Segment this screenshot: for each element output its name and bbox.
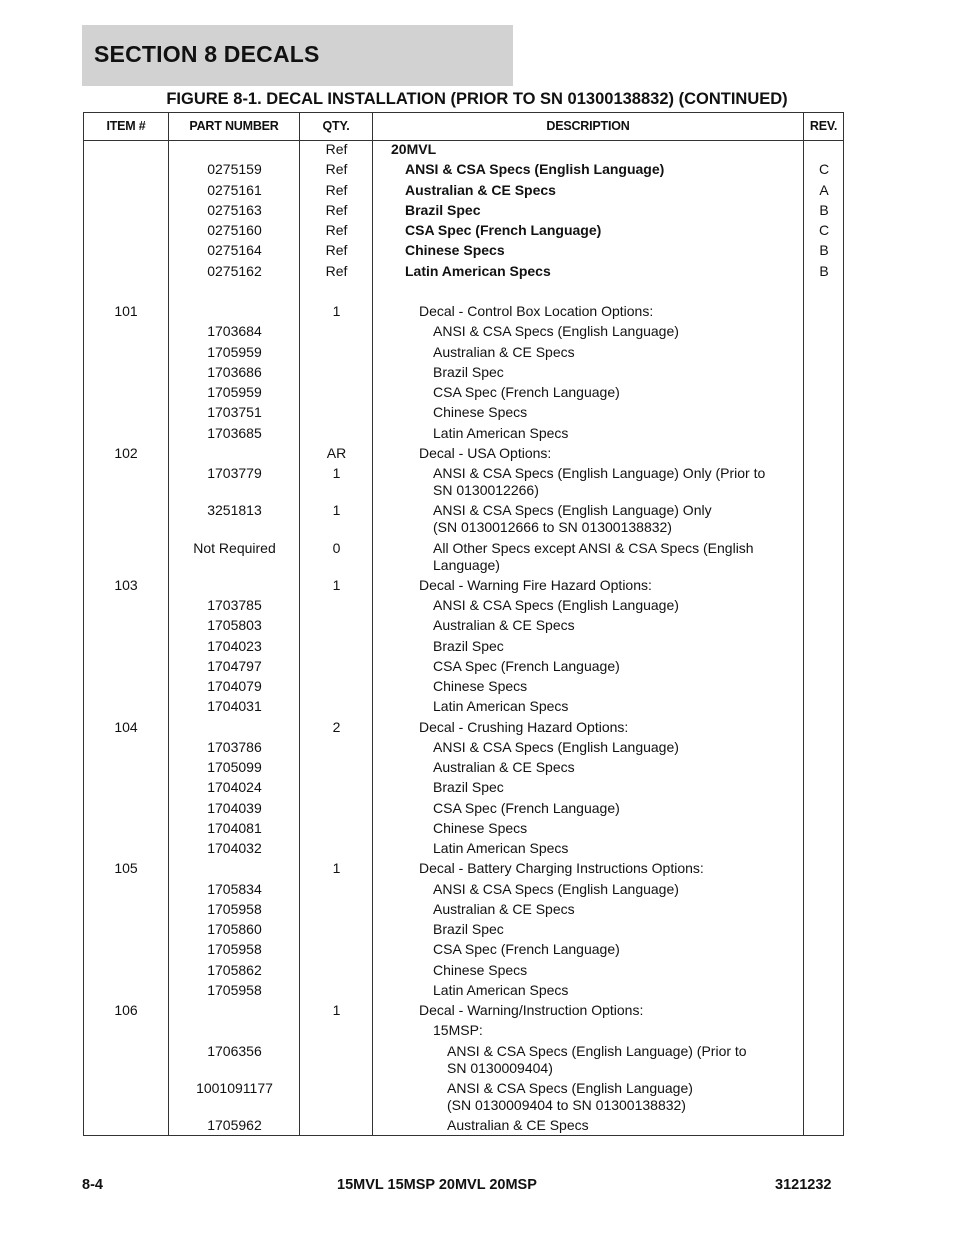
description bbox=[373, 597, 863, 614]
description-line: 15MSP: bbox=[433, 1022, 483, 1039]
description-line: Chinese Specs bbox=[433, 404, 528, 421]
part-number: 1705958 bbox=[207, 981, 262, 998]
part-number: 1001091177 bbox=[196, 1079, 273, 1096]
table-row bbox=[84, 1022, 843, 1042]
part-number: 1704797 bbox=[207, 657, 262, 674]
item-number: 104 bbox=[114, 718, 138, 735]
description bbox=[373, 941, 863, 958]
model-list: 15MVL 15MSP 20MVL 20MSP bbox=[337, 1177, 537, 1193]
description-line: Australian & CE Specs bbox=[433, 900, 575, 917]
part-number: 1704023 bbox=[207, 637, 262, 654]
part-number: 1706356 bbox=[207, 1042, 262, 1059]
description-line: Decal - Battery Charging Instructions Options: bbox=[419, 860, 704, 877]
table-row bbox=[84, 404, 843, 424]
part-number: 1705959 bbox=[207, 384, 262, 400]
description-line: SN 0130012266) bbox=[433, 482, 539, 498]
part-number: Not Required bbox=[193, 539, 276, 556]
description-line: CSA Spec (French Language) bbox=[433, 657, 620, 674]
description bbox=[373, 881, 863, 898]
revision: B bbox=[819, 242, 829, 259]
table-row bbox=[84, 1117, 843, 1137]
revision: B bbox=[819, 262, 829, 279]
quantity: Ref bbox=[325, 141, 348, 157]
table-row bbox=[84, 1002, 843, 1022]
description bbox=[373, 1117, 877, 1134]
column-header-description: DESCRIPTION bbox=[546, 119, 630, 133]
item-number: 106 bbox=[114, 1002, 138, 1018]
part-number: 1703686 bbox=[207, 363, 262, 380]
part-number: 0275161 bbox=[207, 181, 262, 198]
description-line: Brazil Spec bbox=[405, 201, 481, 218]
description-line: Chinese Specs bbox=[405, 242, 505, 259]
quantity: AR bbox=[326, 444, 347, 461]
description bbox=[373, 1080, 877, 1114]
description bbox=[373, 425, 863, 442]
description-line: ANSI & CSA Specs (English Language) Only (Prior to bbox=[433, 465, 766, 481]
part-number: 1705958 bbox=[207, 900, 262, 917]
part-number: 1703751 bbox=[207, 404, 262, 421]
quantity: 2 bbox=[332, 718, 341, 735]
description-line: Australian & CE Specs bbox=[447, 1117, 589, 1133]
description-line: SN 0130009404) bbox=[447, 1059, 553, 1076]
description-line: Latin American Specs bbox=[433, 424, 569, 441]
column-header-item: ITEM # bbox=[106, 119, 146, 133]
table-row bbox=[84, 881, 843, 901]
description-line: Language) bbox=[433, 556, 500, 573]
item-number: 103 bbox=[114, 576, 138, 593]
table-row bbox=[84, 222, 843, 242]
description bbox=[373, 901, 863, 918]
quantity: 1 bbox=[332, 860, 341, 877]
part-number: 1704039 bbox=[207, 799, 262, 816]
table-row bbox=[84, 1043, 843, 1080]
section-header-box bbox=[82, 25, 513, 86]
table-row bbox=[84, 384, 843, 404]
table-row bbox=[84, 465, 843, 502]
table-row bbox=[84, 141, 843, 161]
table-row bbox=[84, 941, 843, 961]
quantity: 1 bbox=[332, 1002, 341, 1018]
quantity: 1 bbox=[332, 303, 341, 319]
description bbox=[373, 303, 849, 320]
description bbox=[373, 502, 863, 536]
column-header-qty: QTY. bbox=[322, 119, 350, 133]
description bbox=[373, 962, 863, 979]
description bbox=[373, 820, 863, 837]
description-line: Latin American Specs bbox=[433, 840, 569, 856]
description bbox=[373, 364, 863, 381]
description-line: Chinese Specs bbox=[433, 819, 528, 836]
quantity: 1 bbox=[332, 465, 341, 481]
description bbox=[373, 840, 863, 857]
description bbox=[373, 678, 863, 695]
quantity: 1 bbox=[332, 576, 341, 593]
description-line: Decal - Warning Fire Hazard Options: bbox=[419, 576, 652, 593]
description-line: Decal - USA Options: bbox=[419, 444, 552, 461]
table-row bbox=[84, 698, 843, 718]
table-row bbox=[84, 921, 843, 941]
table-row bbox=[84, 719, 843, 739]
description bbox=[373, 161, 835, 178]
description bbox=[373, 779, 863, 796]
revision: A bbox=[819, 181, 829, 198]
description-line: Australian & CE Specs bbox=[405, 181, 556, 198]
table-row bbox=[84, 425, 843, 445]
description bbox=[373, 658, 863, 675]
quantity: Ref bbox=[325, 181, 348, 198]
table-row bbox=[84, 577, 843, 597]
table-row bbox=[84, 182, 843, 202]
description bbox=[373, 344, 863, 361]
description-line: Latin American Specs bbox=[405, 262, 551, 279]
part-number: 1705962 bbox=[207, 1117, 262, 1133]
table-row bbox=[84, 502, 843, 539]
part-number: 1705959 bbox=[207, 343, 262, 360]
table-row bbox=[84, 344, 843, 364]
revision: C bbox=[818, 161, 830, 178]
table-row bbox=[84, 982, 843, 1002]
part-number: 0275164 bbox=[207, 242, 262, 259]
description bbox=[373, 540, 863, 574]
page-number: 8-4 bbox=[82, 1177, 103, 1193]
description bbox=[373, 982, 863, 999]
part-number: 1705860 bbox=[207, 921, 262, 937]
description-line: Australian & CE Specs bbox=[433, 617, 575, 634]
document-number: 3121232 bbox=[775, 1177, 832, 1193]
table-row bbox=[84, 901, 843, 921]
table-row bbox=[84, 1080, 843, 1117]
table-row bbox=[84, 779, 843, 799]
table-row bbox=[84, 445, 843, 465]
section-title: SECTION 8 DECALS bbox=[94, 41, 320, 67]
description-line: Decal - Crushing Hazard Options: bbox=[419, 718, 629, 735]
table-row bbox=[84, 678, 843, 698]
description bbox=[373, 445, 849, 462]
description bbox=[373, 182, 835, 199]
part-number: 1705099 bbox=[207, 759, 262, 775]
description-line: CSA Spec (French Language) bbox=[433, 799, 620, 816]
description bbox=[373, 921, 863, 938]
table-row bbox=[84, 962, 843, 982]
part-number: 0275163 bbox=[207, 201, 262, 218]
description-line: ANSI & CSA Specs (English Language) bbox=[433, 880, 679, 897]
table-row bbox=[84, 303, 843, 323]
description bbox=[373, 1043, 877, 1077]
description-line: CSA Spec (French Language) bbox=[405, 222, 602, 238]
part-number: 1703779 bbox=[207, 465, 262, 481]
description bbox=[373, 698, 863, 715]
part-number: 1704032 bbox=[207, 840, 262, 856]
table-row bbox=[84, 617, 843, 637]
description-line: Brazil Spec bbox=[433, 363, 504, 380]
description-line: ANSI & CSA Specs (English Language) bbox=[433, 323, 679, 340]
revision: C bbox=[818, 222, 830, 238]
description-line: CSA Spec (French Language) bbox=[433, 941, 620, 958]
part-number: 0275162 bbox=[207, 262, 262, 279]
description-line: Decal - Warning/Instruction Options: bbox=[419, 1002, 644, 1018]
quantity: 1 bbox=[332, 502, 341, 519]
part-number: 1705958 bbox=[207, 941, 262, 958]
description bbox=[373, 323, 863, 340]
part-number: 1705834 bbox=[207, 880, 262, 897]
table-row bbox=[84, 739, 843, 759]
table-row bbox=[84, 638, 843, 658]
table-row bbox=[84, 323, 843, 343]
description bbox=[373, 1022, 863, 1039]
column-header-part-number: PART NUMBER bbox=[189, 119, 279, 133]
description bbox=[373, 617, 863, 634]
quantity: Ref bbox=[325, 262, 348, 279]
description bbox=[373, 404, 863, 421]
description bbox=[373, 638, 863, 655]
description bbox=[373, 141, 821, 158]
description-line: Australian & CE Specs bbox=[433, 343, 575, 360]
description-line: (SN 0130009404 to SN 01300138832) bbox=[447, 1096, 686, 1113]
quantity: Ref bbox=[325, 242, 348, 259]
table-row bbox=[84, 597, 843, 617]
description-line: Chinese Specs bbox=[433, 678, 528, 694]
part-number: 1703684 bbox=[207, 323, 262, 340]
part-number: 1703785 bbox=[207, 597, 262, 613]
description bbox=[373, 202, 835, 219]
item-number: 102 bbox=[114, 444, 138, 461]
item-number: 105 bbox=[114, 860, 138, 877]
description bbox=[373, 222, 835, 239]
description bbox=[373, 263, 835, 280]
table-row bbox=[84, 658, 843, 678]
figure-title: FIGURE 8-1. DECAL INSTALLATION (PRIOR TO SN 01300138832) (CONTINUED) bbox=[166, 90, 788, 108]
table-row bbox=[84, 242, 843, 262]
table-row bbox=[84, 800, 843, 820]
description-line: ANSI & CSA Specs (English Language) bbox=[433, 597, 679, 613]
description-line: Brazil Spec bbox=[433, 637, 504, 654]
parts-table bbox=[83, 112, 844, 1136]
description-line: All Other Specs except ANSI & CSA Specs (English bbox=[433, 539, 754, 556]
part-number: 3251813 bbox=[207, 502, 262, 519]
part-number: 1703685 bbox=[207, 424, 262, 441]
description-line: Latin American Specs bbox=[433, 698, 569, 715]
description-line: ANSI & CSA Specs (English Language) bbox=[447, 1079, 693, 1096]
description-line: ANSI & CSA Specs (English Language) bbox=[433, 738, 679, 755]
table-row bbox=[84, 820, 843, 840]
table-row bbox=[84, 263, 843, 283]
part-number: 0275159 bbox=[207, 161, 262, 178]
description-line: 20MVL bbox=[391, 141, 437, 157]
description bbox=[373, 465, 863, 499]
table-row bbox=[84, 840, 843, 860]
description-line: Australian & CE Specs bbox=[433, 759, 575, 775]
description bbox=[373, 800, 863, 817]
description bbox=[373, 739, 863, 756]
description bbox=[373, 759, 863, 776]
part-number: 1704024 bbox=[207, 779, 262, 796]
table-body bbox=[84, 141, 843, 1137]
description-line: Brazil Spec bbox=[433, 921, 504, 937]
description-line: ANSI & CSA Specs (English Language) bbox=[405, 161, 665, 178]
description bbox=[373, 384, 863, 401]
quantity: Ref bbox=[325, 161, 348, 178]
description bbox=[373, 242, 835, 259]
description-line: Brazil Spec bbox=[433, 779, 504, 796]
description bbox=[373, 577, 849, 594]
part-number: 1704079 bbox=[207, 678, 262, 694]
part-number: 1703786 bbox=[207, 738, 262, 755]
quantity: 0 bbox=[332, 539, 341, 556]
description-line: Decal - Control Box Location Options: bbox=[419, 303, 654, 319]
part-number: 1704031 bbox=[207, 698, 262, 715]
revision: B bbox=[819, 201, 829, 218]
table-row bbox=[84, 364, 843, 384]
item-number: 101 bbox=[114, 303, 138, 319]
quantity: Ref bbox=[325, 201, 348, 218]
part-number: 0275160 bbox=[207, 222, 262, 238]
table-row bbox=[84, 202, 843, 222]
description bbox=[373, 860, 849, 877]
part-number: 1705803 bbox=[207, 617, 262, 634]
description-line: (SN 0130012666 to SN 01300138832) bbox=[433, 519, 672, 536]
description bbox=[373, 719, 849, 736]
table-row bbox=[84, 540, 843, 577]
description-line: CSA Spec (French Language) bbox=[433, 384, 620, 400]
column-header-rev: REV. bbox=[809, 119, 838, 133]
table-row bbox=[84, 161, 843, 181]
table-row bbox=[84, 860, 843, 880]
description-line: Latin American Specs bbox=[433, 981, 569, 998]
table-row bbox=[84, 759, 843, 779]
part-number: 1704081 bbox=[207, 819, 262, 836]
description-line: Chinese Specs bbox=[433, 961, 528, 978]
description-line: ANSI & CSA Specs (English Language) Only bbox=[433, 502, 712, 519]
part-number: 1705862 bbox=[207, 961, 262, 978]
description-line: ANSI & CSA Specs (English Language) (Prior to bbox=[447, 1042, 747, 1059]
description bbox=[373, 1002, 849, 1019]
quantity: Ref bbox=[325, 222, 348, 238]
table-row bbox=[84, 283, 843, 303]
